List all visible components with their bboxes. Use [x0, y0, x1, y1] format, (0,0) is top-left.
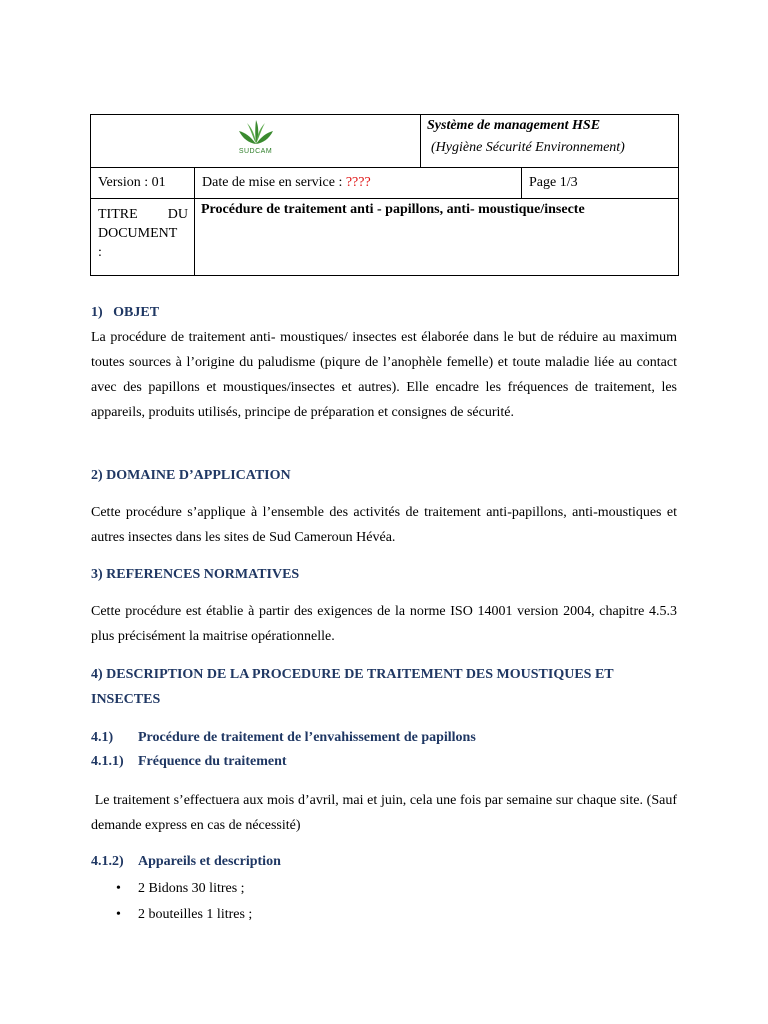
subheading-4-1-2 — [91, 850, 677, 874]
subheading-4-1-1-title: Fréquence du traitement — [138, 754, 287, 769]
document-header-table — [90, 114, 679, 276]
text-frequence: Le traitement s’effectuera aux mois d’avril, mai et juin, cela une fois par semaine sur chaque site. (Sauf demande express en cas de nécessité) — [91, 793, 681, 833]
leaf-logo-icon — [236, 119, 276, 145]
colon-mark: : — [98, 245, 102, 260]
subheading-4-1 — [91, 726, 677, 750]
version-cell — [91, 168, 195, 199]
heading-description: 4) DESCRIPTION DE LA PROCEDURE DE TRAITEMENT DES MOUSTIQUES ET INSECTES — [91, 667, 614, 707]
text-objet: La procédure de traitement anti- moustiques/ insectes est élaborée dans le but de réduire au maximum toutes sources à l’origine du paludisme (piqure de l’anophèle femelle) et toute maladie liée au contact avec des papillons et moustiques/insectes et autres). Elle encadre les fréquences de traitement, les appareils, produits utilisés, principe de préparation et consignes de sécurité. — [91, 330, 677, 420]
sudcam-logo — [91, 119, 420, 155]
system-subtitle: (Hygiène Sécurité Environnement) — [431, 140, 625, 155]
du-word: DU — [167, 207, 188, 222]
list-item: • 2 Bidons 30 litres ; — [91, 876, 677, 902]
date-cell — [195, 168, 522, 199]
subheading-4-1-2-title: Appareils et description — [138, 854, 281, 869]
date-label: Date de mise en service : — [202, 175, 346, 190]
list-item: • 2 bouteilles 1 litres ; — [91, 902, 677, 928]
subheading-4-1-title: Procédure de traitement de l’envahissement de papillons — [138, 730, 476, 745]
page-number: Page 1/3 — [529, 175, 578, 190]
date-value: ???? — [345, 175, 371, 190]
subheading-4-1-1-number: 4.1.1) — [91, 754, 124, 769]
subheading-4-1-2-number: 4.1.2) — [91, 854, 124, 869]
text-domaine: Cette procédure s’applique à l’ensemble des activités de traitement anti-papillons, anti-moustiques et autres insectes dans les sites de Sud Cameroun Hévéa. — [91, 505, 677, 545]
logo-text: SUDCAM — [238, 148, 273, 155]
heading-objet: 1) OBJET — [91, 305, 160, 320]
subheading-4-1-number: 4.1) — [91, 730, 114, 745]
equipment-list-wrap — [91, 876, 677, 928]
system-cell — [421, 115, 679, 168]
section-domaine — [91, 463, 677, 550]
subheading-4-1-1 — [91, 750, 677, 774]
version-text: Version : 01 — [98, 175, 166, 190]
heading-domaine: 2) DOMAINE D’APPLICATION — [91, 468, 291, 483]
logo-cell — [91, 115, 421, 168]
document-title: Procédure de traitement anti - papillons, anti- moustique/insecte — [201, 202, 585, 217]
equipment-list — [91, 876, 677, 928]
document-word: DOCUMENT — [98, 226, 178, 241]
heading-references: 3) REFERENCES NORMATIVES — [91, 567, 300, 582]
titre-word: TITRE — [98, 207, 138, 222]
section-references — [91, 562, 677, 649]
document-title-cell — [195, 199, 679, 276]
page-cell — [522, 168, 679, 199]
text-references: Cette procédure est établie à partir des exigences de la norme ISO 14001 version 2004, chapitre 4.5.3 plus précisément la maitrise opérationnelle. — [91, 604, 677, 644]
system-title: Système de management HSE — [427, 118, 601, 133]
titre-label-cell — [91, 199, 195, 276]
section-objet — [91, 300, 677, 425]
section-description — [91, 662, 677, 712]
section-frequence — [91, 788, 681, 838]
